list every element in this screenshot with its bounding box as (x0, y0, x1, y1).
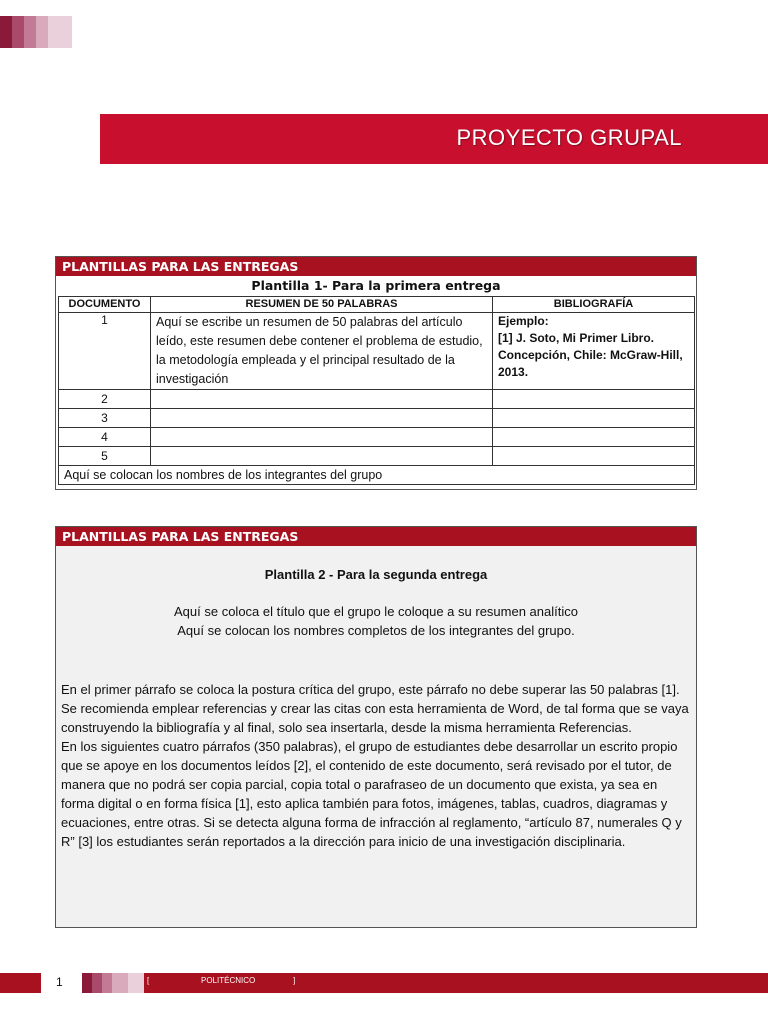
column-header-documento: DOCUMENTO (59, 297, 151, 313)
paragraph: En el primer párrafo se coloca la postura crítica del grupo, este párrafo no debe superar las 50 palabras [1]. (61, 682, 680, 697)
row-number: 2 (59, 390, 151, 409)
plantilla-1-header: PLANTILLAS PARA LAS ENTREGAS (56, 257, 696, 276)
table-row (59, 428, 695, 447)
members-row: Aquí se colocan los nombres de los integrantes del grupo (59, 466, 695, 485)
empty-cell (493, 428, 695, 447)
title-banner (100, 114, 768, 164)
table-row (59, 390, 695, 409)
footer-square (92, 973, 102, 993)
plantilla-2-center-text (56, 602, 696, 640)
plantilla-1-title: Plantilla 1- Para la primera entrega (251, 278, 501, 293)
footer-square (128, 973, 144, 993)
resumen-cell: Aquí se escribe un resumen de 50 palabras del artículo leído, este resumen debe contener el problema de estudio, la metodología empleada y el principal resultado de la investigación (151, 313, 493, 390)
paragraph: Se recomienda emplear referencias y crear las citas con esta herramienta de Word, de tal forma que se vaya construyendo la bibliografía y al final, solo sea insertarla, desde la misma herramienta Referencias. (61, 701, 689, 735)
empty-cell (493, 409, 695, 428)
footer-decoration (82, 973, 144, 993)
table-row (59, 447, 695, 466)
corner-square (36, 16, 48, 48)
footer-bracket-close: ] (293, 976, 296, 985)
plantilla-2-body (56, 680, 696, 851)
table-row (59, 313, 695, 390)
empty-cell (151, 409, 493, 428)
footer-square (112, 973, 128, 993)
plantilla-1-box (55, 256, 697, 490)
footer-bar (82, 973, 768, 993)
plantilla-1-table (58, 296, 695, 485)
corner-square (24, 16, 36, 48)
empty-cell (151, 390, 493, 409)
row-number: 4 (59, 428, 151, 447)
empty-cell (151, 428, 493, 447)
members-line: Aquí se colocan los nombres completos de los integrantes del grupo. (177, 623, 575, 638)
summary-title-line: Aquí se coloca el título que el grupo le coloque a su resumen analítico (174, 604, 578, 619)
empty-cell (493, 390, 695, 409)
row-number: 5 (59, 447, 151, 466)
row-number: 1 (59, 313, 151, 390)
plantilla-2-box (55, 526, 697, 928)
table-row (59, 409, 695, 428)
table-row (59, 466, 695, 485)
bibliografia-example: [1] J. Soto, Mi Primer Libro. Concepción, Chile: McGraw-Hill, 2013. (498, 331, 683, 379)
corner-square (48, 16, 72, 48)
bibliografia-label: Ejemplo: (498, 314, 549, 328)
corner-square (12, 16, 24, 48)
plantilla-2-header: PLANTILLAS PARA LAS ENTREGAS (56, 527, 696, 546)
corner-square (0, 16, 12, 48)
paragraph: En los siguientes cuatro párrafos (350 palabras), el grupo de estudiantes debe desarrollar un escrito propio que se apoye en los documentos leídos [2], el contenido de este documento, será revisado por el tutor, de manera que no podrá ser copia parcial, copia total o parafraseo de un documento que exista, ya sea en forma digital o en forma física [1], esto aplica también para fotos, imágenes, tablas, cuadros, diagramas y ecuaciones, entre otras. Si se detecta alguna forma de infracción al reglamento, “artículo 87, numerales Q y R” [3] los estudiantes serán reportados a la dirección para inicio de una investigación disciplinaria. (61, 739, 682, 849)
plantilla-2-title: Plantilla 2 - Para la segunda entrega (264, 567, 488, 582)
column-header-bibliografia: BIBLIOGRAFÍA (493, 297, 695, 313)
footer-square (82, 973, 92, 993)
footer-institution: POLITÉCNICO (201, 976, 256, 985)
empty-cell (151, 447, 493, 466)
table-header-row (59, 297, 695, 313)
footer-bracket-open: [ (147, 976, 150, 985)
bibliografia-cell (493, 313, 695, 390)
page-number: 1 (56, 975, 63, 989)
footer-square (102, 973, 112, 993)
page-title: PROYECTO GRUPAL (456, 125, 682, 150)
empty-cell (493, 447, 695, 466)
footer-left-bar (0, 973, 41, 993)
row-number: 3 (59, 409, 151, 428)
column-header-resumen: RESUMEN DE 50 PALABRAS (151, 297, 493, 313)
corner-decoration (0, 16, 72, 48)
